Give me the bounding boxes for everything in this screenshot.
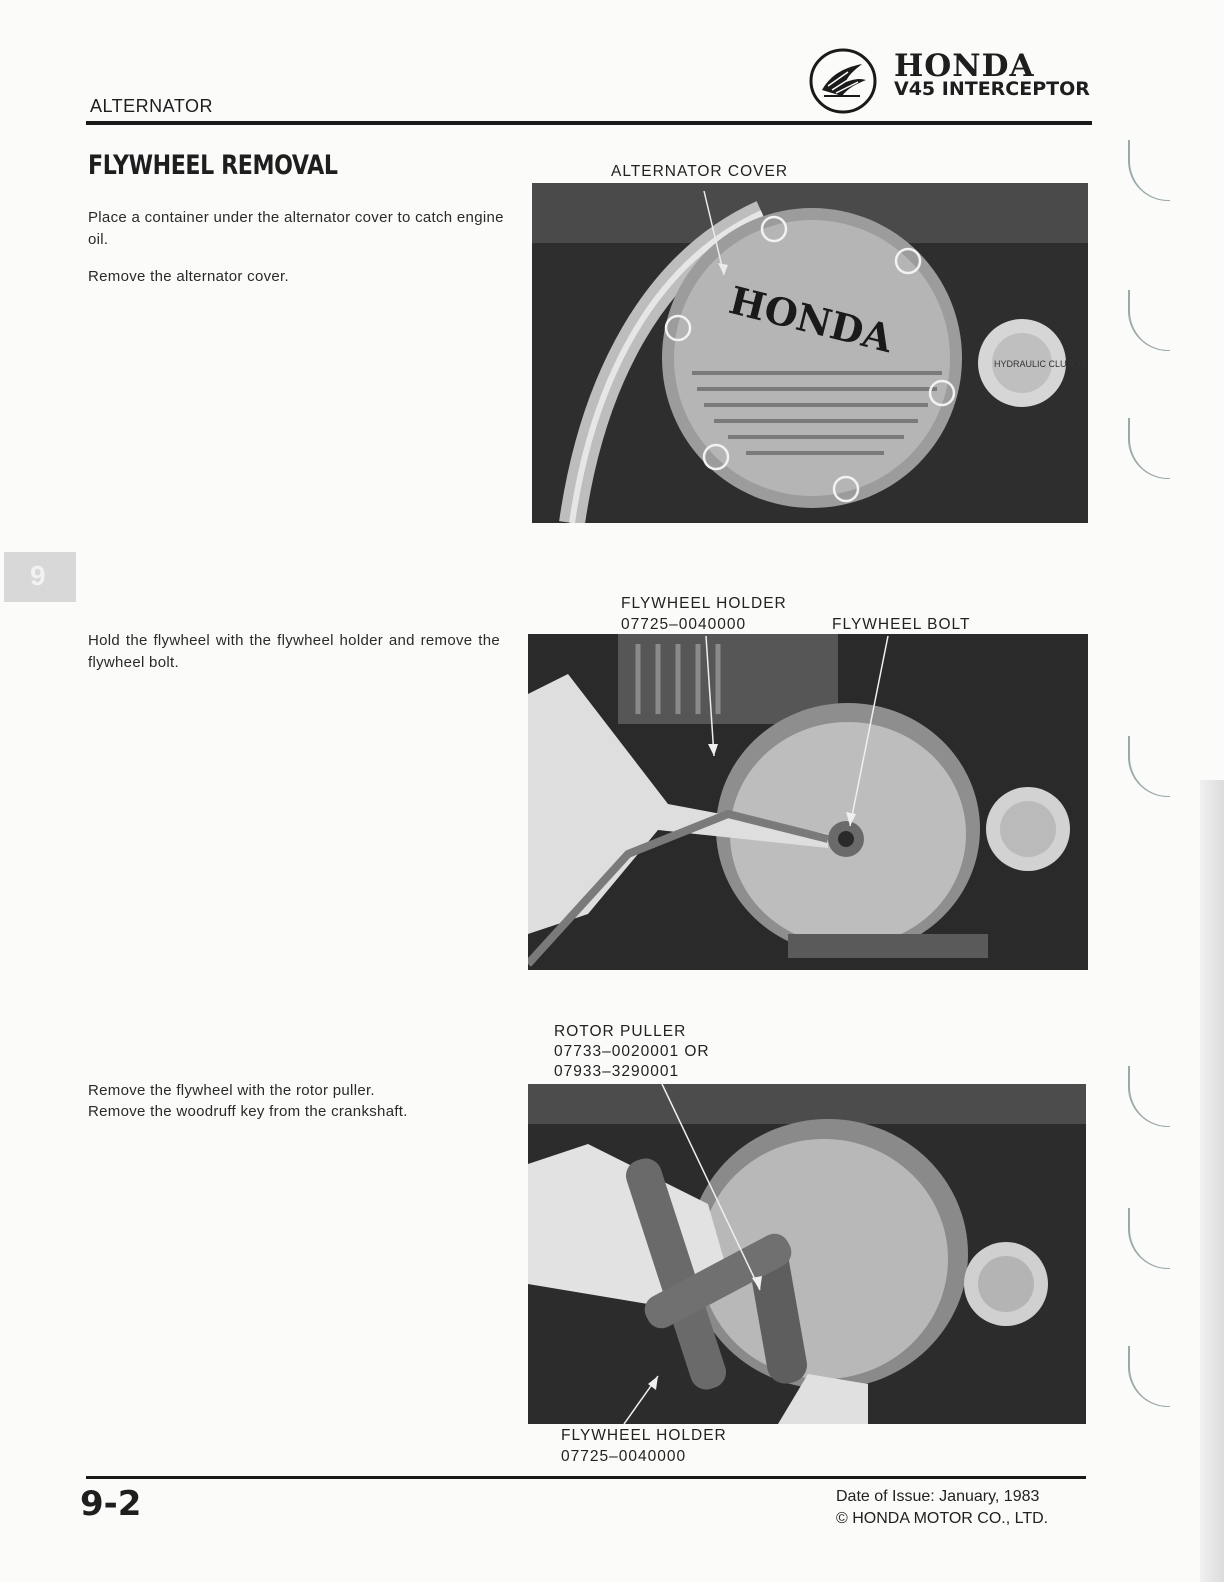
step-1-text-1: Place a container under the alternator cover to catch engine oil.	[88, 209, 504, 248]
callout-flywheel-holder-part-no: 07725–0040000	[621, 616, 747, 633]
callout-flywheel-bolt: FLYWHEEL BOLT	[832, 616, 971, 633]
honda-wing-logo-icon	[808, 46, 878, 116]
section-label: ALTERNATOR	[90, 96, 214, 116]
binder-hole-mark	[1128, 1208, 1170, 1269]
binder-hole-mark	[1128, 140, 1170, 201]
photo-flywheel-holder	[528, 634, 1088, 970]
chapter-tab	[4, 552, 76, 602]
binder-hole-mark	[1128, 290, 1170, 351]
photo-rotor-puller	[528, 1084, 1086, 1424]
chapter-tab-number: 9	[30, 560, 46, 591]
callout-alternator-cover: ALTERNATOR COVER	[611, 163, 789, 180]
cover-lettering: HONDA	[724, 277, 898, 362]
header-divider	[86, 121, 1092, 125]
section-title: FLYWHEEL REMOVAL	[88, 150, 338, 181]
binder-hole-mark	[1128, 1346, 1170, 1407]
brand-name: HONDA	[894, 48, 1035, 84]
callout-flywheel-holder-2-part-no: 07725–0040000	[561, 1448, 687, 1465]
step-1-text-2: Remove the alternator cover.	[88, 268, 289, 285]
callout-rotor-puller-part-no-1: 07733–0020001 OR	[554, 1043, 710, 1060]
page-number: 9-2	[80, 1484, 142, 1524]
callout-flywheel-holder: FLYWHEEL HOLDER	[621, 595, 787, 612]
callout-rotor-puller-part-no-2: 07933–3290001	[554, 1063, 680, 1080]
model-name: V45 INTERCEPTOR	[894, 78, 1090, 100]
clutch-lettering: HYDRAULIC CLUTCH	[994, 359, 1086, 369]
footer-divider	[86, 1476, 1086, 1479]
page-edge-shadow	[1200, 780, 1224, 1582]
binder-hole-mark	[1128, 418, 1170, 479]
callout-flywheel-holder-2: FLYWHEEL HOLDER	[561, 1427, 727, 1444]
photo-alternator-cover	[532, 183, 1088, 523]
step-2-text: Hold the flywheel with the flywheel holder and remove the flywheel bolt.	[88, 632, 500, 671]
callout-rotor-puller: ROTOR PULLER	[554, 1023, 687, 1040]
step-3-text-1: Remove the flywheel with the rotor puller.	[88, 1082, 375, 1099]
step-3-text-2: Remove the woodruff key from the crankshaft.	[88, 1103, 408, 1120]
copyright: © HONDA MOTOR CO., LTD.	[836, 1510, 1049, 1527]
binder-hole-mark	[1128, 736, 1170, 797]
binder-hole-mark	[1128, 1066, 1170, 1127]
date-of-issue: Date of Issue: January, 1983	[836, 1488, 1040, 1505]
